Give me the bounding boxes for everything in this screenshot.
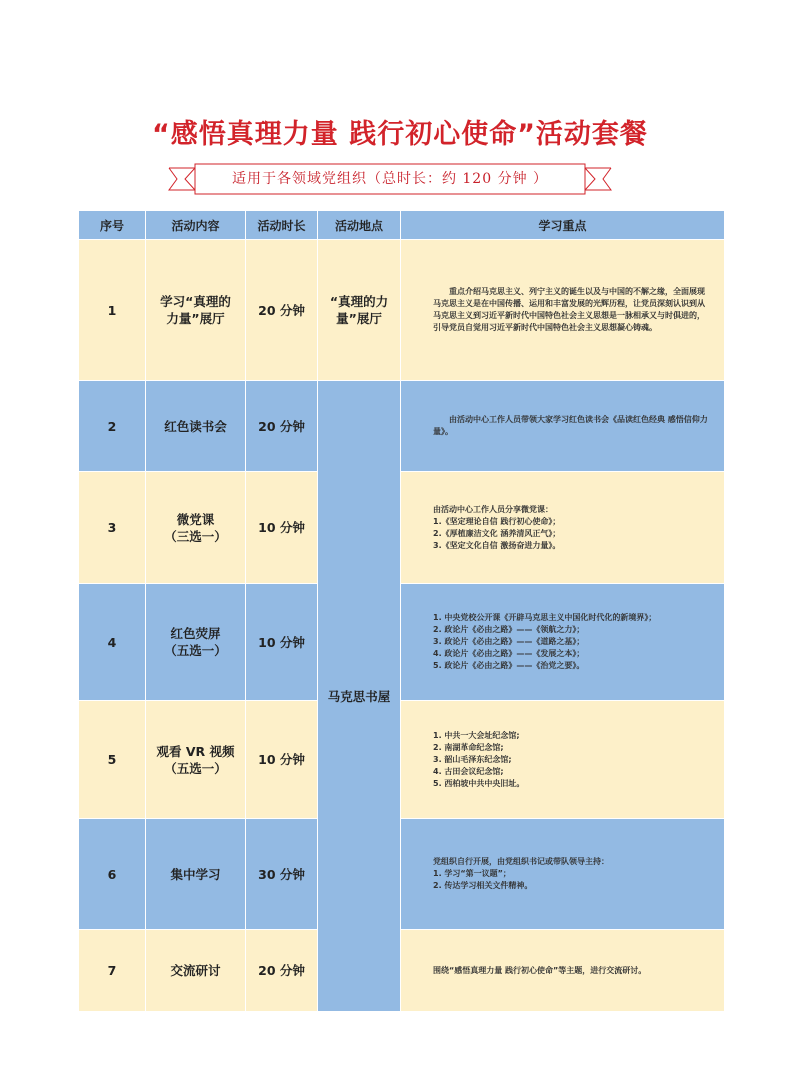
row-no: 1 (79, 240, 146, 381)
row-no: 7 (79, 930, 146, 1012)
row-duration: 10 分钟 (246, 701, 318, 819)
row-duration: 20 分钟 (246, 930, 318, 1012)
subtitle: 适用于各领域党组织（总时长：约 120 分钟 ） (231, 171, 549, 187)
table-header-row (79, 211, 725, 240)
row-content: 集中学习 (146, 819, 246, 930)
header-no: 序号 (79, 211, 146, 240)
row-focus: 1. 中央党校公开课《开辟马克思主义中国化时代化的新境界》； 2. 政论片《必由之路》——《领航之力》； 3. 政论片《必由之路》——《道路之基》； 4. 政论片《必由之路》——《发展之本》； 5. 政论片《必由之路》——《治党之要》。 (401, 584, 725, 701)
page-title: “感悟真理力量 践行初心使命”活动套餐 (152, 119, 648, 150)
row-no: 6 (79, 819, 146, 930)
row-focus: 1. 中共一大会址纪念馆; 2. 南湖革命纪念馆; 3. 韶山毛泽东纪念馆; 4. 古田会议纪念馆; 5. 西柏坡中共中央旧址。 (401, 701, 725, 819)
table-row (79, 930, 725, 1012)
row-content: 观看 VR 视频 （五选一） (146, 701, 246, 819)
row-focus: 党组织自行开展，由党组织书记或带队领导主持： 1. 学习“第一议题”； 2. 传达学习相关文件精神。 (401, 819, 725, 930)
row-no: 2 (79, 381, 146, 472)
row-duration: 20 分钟 (246, 240, 318, 381)
table-row (79, 819, 725, 930)
row-duration: 10 分钟 (246, 472, 318, 584)
header-location: 活动地点 (318, 211, 401, 240)
row-no: 4 (79, 584, 146, 701)
row-location: “真理的力 量”展厅 (318, 240, 401, 381)
table-row (79, 381, 725, 472)
row-duration: 30 分钟 (246, 819, 318, 930)
row-focus: 围绕“感悟真理力量 践行初心使命”等主题，进行交流研讨。 (401, 930, 725, 1012)
row-content: 红色读书会 (146, 381, 246, 472)
row-content: 学习“真理的 力量”展厅 (146, 240, 246, 381)
row-content: 交流研讨 (146, 930, 246, 1012)
row-duration: 20 分钟 (246, 381, 318, 472)
header-focus: 学习重点 (401, 211, 725, 240)
shared-location: 马克思书屋 (318, 381, 401, 1012)
row-focus: 重点介绍马克思主义、列宁主义的诞生以及与中国的不解之缘，全面展现马克思主义是在中国传播、运用和丰富发展的光辉历程，让党员深刻认识到从马克思主义到习近平新时代中国特色社会主义思想是一脉相承又与时俱进的，引导党员自觉用习近平新时代中国特色社会主义思想凝心铸魂。 (401, 240, 725, 381)
row-content: 微党课 （三选一） (146, 472, 246, 584)
header-content: 活动内容 (146, 211, 246, 240)
row-duration: 10 分钟 (246, 584, 318, 701)
table-row (79, 584, 725, 701)
table-row (79, 240, 725, 381)
row-focus: 由活动中心工作人员分享微党课： 1.《坚定理论自信 践行初心使命》； 2.《厚植廉洁文化 涵养清风正气》； 3.《坚定文化自信 激扬奋进力量》。 (401, 472, 725, 584)
table-row (79, 701, 725, 819)
header-duration: 活动时长 (246, 211, 318, 240)
activity-table (78, 210, 725, 1012)
row-no: 3 (79, 472, 146, 584)
row-content: 红色荧屏 （五选一） (146, 584, 246, 701)
row-focus: 由活动中心工作人员带领大家学习红色读书会《品读红色经典 感悟信仰力量》。 (401, 381, 725, 472)
row-no: 5 (79, 701, 146, 819)
table-row (79, 472, 725, 584)
